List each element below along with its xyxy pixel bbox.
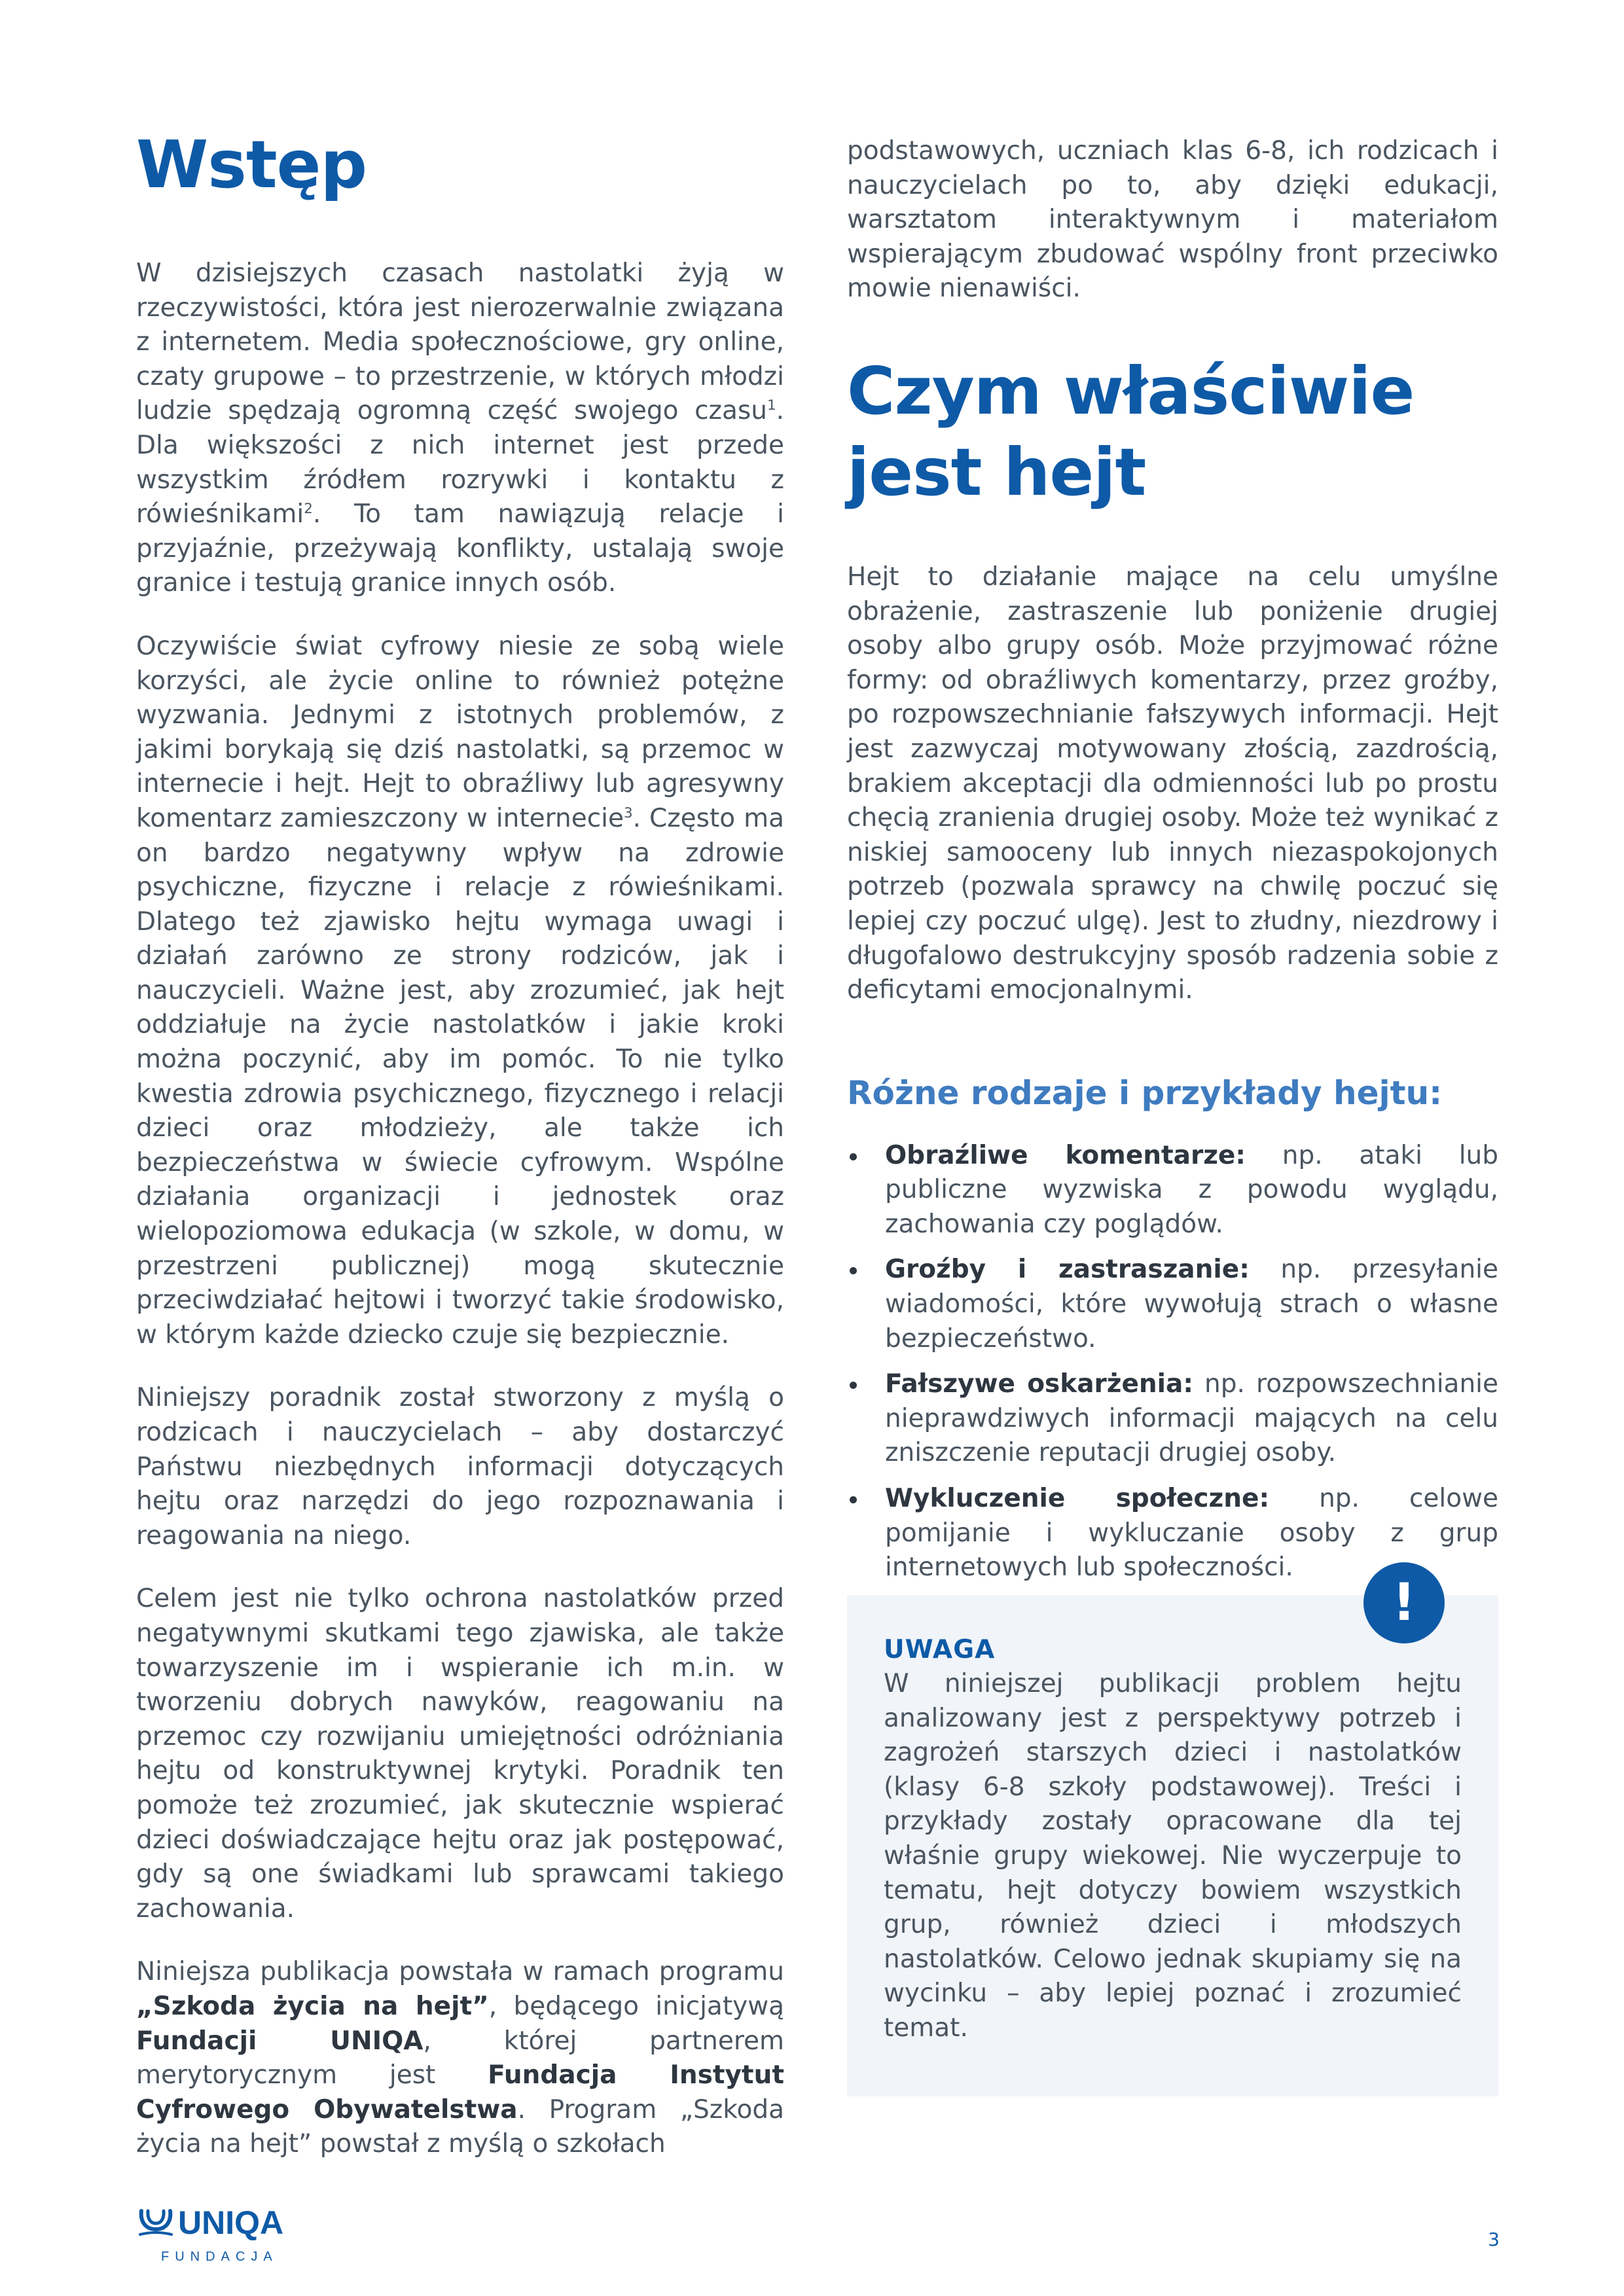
hejt-types-list (847, 1139, 1498, 1585)
right-column (847, 134, 1498, 1585)
list-item-term: Fałszywe oskarżenia: (885, 1369, 1193, 1399)
list-item-text: np. celowe pomijanie i wykluczanie osoby z grup internetowych lub społeczności. (885, 1484, 1498, 1583)
list-item-term: Obraźliwe komentarze: (885, 1140, 1246, 1170)
intro-p1-part-b: . Dla większości z nich internet jest przede wszystkim źródłem rozrywki i kontaktu z rówieśnikami (136, 396, 784, 529)
footnote-ref-3: 3 (623, 804, 633, 821)
intro-p2-part-a: Oczywiście świat cyfrowy niesie ze sobą wiele korzyści, ale życie online to również potężne wyzwania. Jednymi z istotnych problemów, z jakimi borykają się dziś nastolatki, są przemoc w internecie i hejt. Hejt to obraźliwy lub agresywny komentarz zamieszczony w internecie (136, 631, 784, 833)
continuation-paragraph: podstawowych, uczniach klas 6-8, ich rodzicach i nauczycielach po to, aby dzięki edukacji, warsztatom interaktywnym i materiałom wspierającym zbudować wspólny front przeciwko mowie nienawiści. (847, 136, 1498, 304)
intro-paragraph-1 (136, 257, 784, 601)
intro-p5-part-c: , której partnerem merytorycznym jest (136, 2026, 784, 2090)
list-item (847, 1367, 1498, 1471)
warning-box (847, 1595, 1498, 2096)
intro-p2-part-b: . Często ma on bardzo negatywny wpływ na zdrowie psychiczne, fizyczne i relacje z rówieśnikami. Dlatego też zjawisko hejtu wymaga uwagi i działań zarówno ze strony rodziców, jak i nauczycieli. Ważne jest, aby zrozumieć, jak hejt oddziałuje na życie nastolatków i jakie kroki można poczynić, aby im pomóc. To nie tylko kwestia zdrowia psychicznego, fizycznego i relacji dzieci oraz młodzieży, ale także ich bezpieczeństwa w świecie cyfrowym. Wspólne działania organizacji i jednostek oraz wielopoziomowa edukacja (w szkole, w domu, w przestrzeni publicznej) mogą skutecznie przeciwdziałać hejtowi i tworzyć takie środowisko, w którym każde dziecko czuje się bezpiecznie. (136, 803, 784, 1350)
intro-p1-part-c: . To tam nawiązują relacje i przyjaźnie, przeżywają konflikty, ustalają swoje granice i testują granice innych osób. (136, 499, 784, 598)
list-item (847, 1139, 1498, 1242)
list-item (847, 1253, 1498, 1356)
list-item-term: Wykluczenie społeczne: (885, 1484, 1270, 1514)
list-item-text: np. przesyłanie wiadomości, które wywołują strach o własne bezpieczeństwo. (885, 1255, 1498, 1354)
hejt-title (847, 351, 1498, 513)
intro-paragraph-3: Niniejszy poradnik został stworzony z myślą o rodzicach i nauczycielach – aby dostarczyć Państwu niezbędnych informacji dotyczących hejtu oraz narzędzi do jego rozpoznawania i reagowania na niego. (136, 1383, 784, 1551)
intro-p5-part-b: , będącego inicjatywą (488, 1991, 785, 2021)
warning-title: UWAGA (884, 1635, 996, 1664)
intro-p5-part-a: Niniejsza publikacja powstała w ramach programu (136, 1957, 784, 1987)
logo-subtitle: FUNDACJA (161, 2250, 278, 2264)
uniqa-logo-mark-icon (137, 2207, 174, 2237)
warning-text: W niniejszej publikacji problem hejtu analizowany jest z perspektywy potrzeb i zagrożeń starszych dzieci i nastolatków (klasy 6-8 szkoły podstawowej). Treści i przykłady zostały opracowane dla tej właśnie grupy wiekowej. Nie wyczerpuje to tematu, hejt dotyczy bowiem wszystkich grup, również dzieci i młodszych nastolatków. Celowo jednak skupiamy się na wycinku – aby lepiej poznać i zrozumieć temat. (884, 1669, 1462, 2043)
exclamation-icon: ! (1363, 1562, 1445, 1643)
intro-p5-part-d: . Program „Szkoda życia na hejt” powstał z myślą o szkołach (136, 2094, 784, 2159)
intro-p1-part-a: W dzisiejszych czasach nastolatki żyją w rzeczywistości, która jest nierozerwalnie związana z internetem. Media społecznościowe, gry online, czaty grupowe – to przestrzenie, w których młodzi ludzie spędzają ogromną część swojego czasu (136, 259, 784, 426)
foundation-name: Fundacji UNIQA (136, 2026, 424, 2056)
hejt-title-line-1: Czym właściwie (847, 352, 1415, 429)
partner-name: Fundacja Instytut Cyfrowego Obywatelstwa (136, 2060, 784, 2125)
uniqa-logo (137, 2204, 308, 2266)
logo-name: UNIQA (178, 2204, 284, 2241)
intro-paragraph-5 (136, 1955, 784, 2162)
hejt-types-title: Różne rodzaje i przykłady hejtu: (847, 1073, 1443, 1112)
hejt-definition: Hejt to działanie mające na celu umyślne obrażenie, zastraszenie lub poniżenie drugiej osoby albo grupy osób. Może przyjmować różne formy: od obraźliwych komentarzy, przez groźby, po rozpowszechnianie fałszywych informacji. Hejt jest zazwyczaj motywowany złością, zazdrością, brakiem akceptacji dla odmienności lub po prostu chęcią zranienia drugiej osoby. Może też wynikać z niskiej samooceny lub innych niezaspokojonych potrzeb (pozwala sprawcy na chwilę poczuć się lepiej czy poczuć ulgę). Jest to złudny, niezdrowy i długofalowo destrukcyjny sposób radzenia sobie z deficytami emocjonalnymi. (847, 562, 1498, 1005)
footnote-ref-2: 2 (304, 501, 313, 518)
intro-paragraph-2 (136, 630, 784, 1352)
intro-title: Wstęp (136, 126, 367, 203)
page-number: 3 (1488, 2229, 1500, 2250)
list-item-text: np. ataki lub publiczne wyzwiska z powodu wyglądu, zachowania czy poglądów. (885, 1140, 1499, 1239)
footnote-ref-1: 1 (767, 397, 776, 414)
program-name: „Szkoda życia na hejt” (136, 1991, 489, 2021)
list-item-term: Groźby i zastraszanie: (885, 1255, 1250, 1285)
hejt-title-line-2: jest hejt (847, 433, 1146, 511)
list-item-text: np. rozpowszechnianie nieprawdziwych informacji mających na celu zniszczenie reputacji drugiej osoby. (885, 1369, 1498, 1468)
intro-paragraph-4: Celem jest nie tylko ochrona nastolatków przed negatywnymi skutkami tego zjawiska, ale także towarzyszenie im i wspieranie ich m.in. w tworzeniu dobrych nawyków, reagowaniu na przemoc czy rozwijaniu umiejętności odróżniania hejtu od konstruktywnej krytyki. Poradnik ten pomoże też zrozumieć, jak skutecznie wspierać dzieci doświadczające hejtu oraz jak postępować, gdy są one świadkami lub sprawcami takiego zachowania. (136, 1584, 784, 1924)
left-column (136, 124, 784, 2162)
